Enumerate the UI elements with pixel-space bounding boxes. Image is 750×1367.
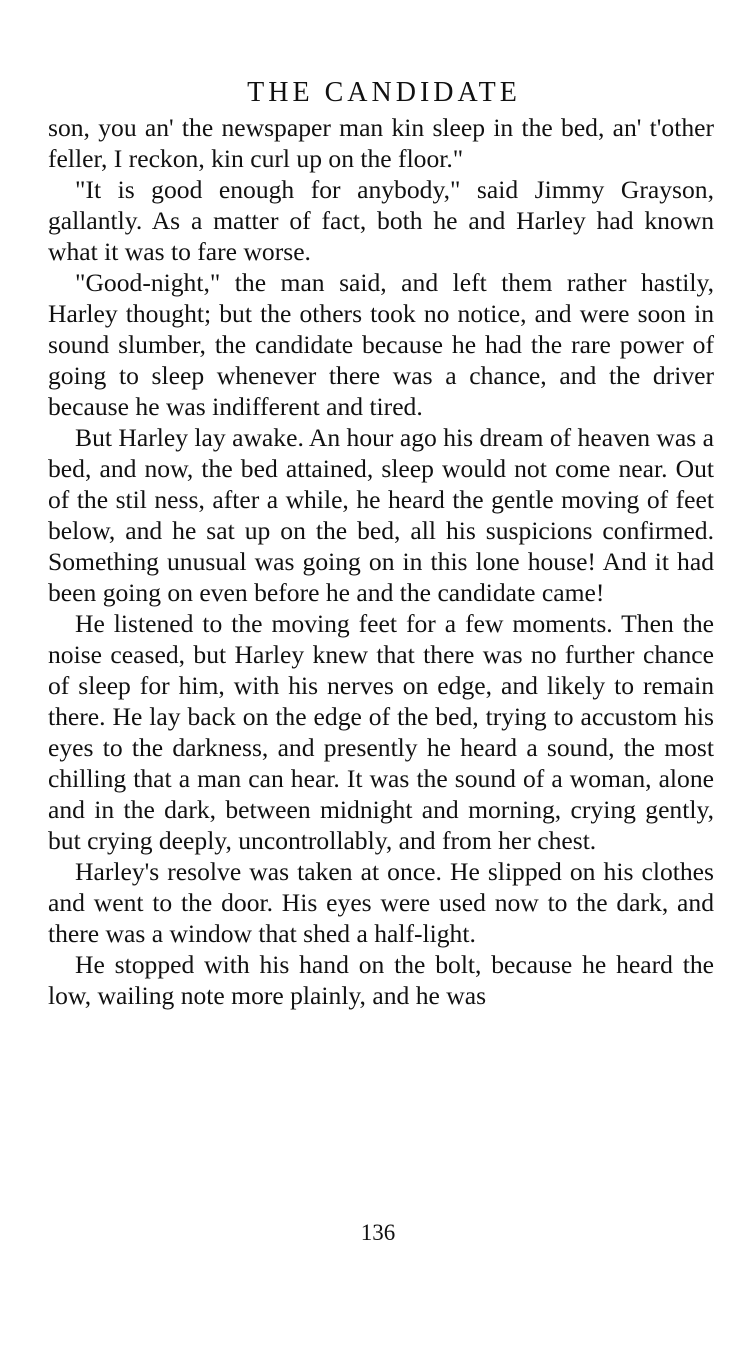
paragraph: Harley's resolve was taken at once. He slipped on his clothes and went to the door. His eyes were used now to the dark, and there was a window that shed a half-light.	[48, 857, 714, 948]
body-text	[48, 112, 714, 1011]
paragraph: But Harley lay awake. An hour ago his dream of heaven was a bed, and now, the bed attained, sleep would not come near. Out of the stil ness, after a while, he heard the gentle moving of feet below, and he sat up on the bed, all his suspicions confirmed. Something unusual was going on in this lone house! And it had been going on even before he and the candidate came!	[48, 423, 714, 607]
paragraph: He stopped with his hand on the bolt, because he heard the low, wailing note more plainly, and he was	[48, 950, 714, 1010]
paragraph: "It is good enough for anybody," said Jimmy Grayson, gallantly. As a matter of fact, both he and Harley had known what it was to fare worse.	[48, 175, 714, 266]
paragraph: He listened to the moving feet for a few moments. Then the noise ceased, but Harley knew that there was no further chance of sleep for him, with his nerves on edge, and likely to remain there. He lay back on the edge of the bed, trying to accustom his eyes to the darkness, and presently he heard a sound, the most chilling that a man can hear. It was the sound of a woman, alone and in the dark, between midnight and morning, crying gently, but crying deeply, uncontrollably, and from her chest.	[48, 609, 714, 855]
running-head: THE CANDIDATE	[247, 77, 521, 108]
paragraph-continued: son, you an' the newspaper man kin sleep in the bed, an' t'other feller, I reckon, kin curl up on the floor."	[48, 113, 714, 173]
paragraph: "Good-night," the man said, and left them rather hastily, Harley thought; but the others took no notice, and were soon in sound slumber, the candidate because he had the rare power of going to sleep whenever there was a chance, and the driver because he was indifferent and tired.	[48, 268, 714, 421]
page-number: 136	[360, 1220, 396, 1245]
